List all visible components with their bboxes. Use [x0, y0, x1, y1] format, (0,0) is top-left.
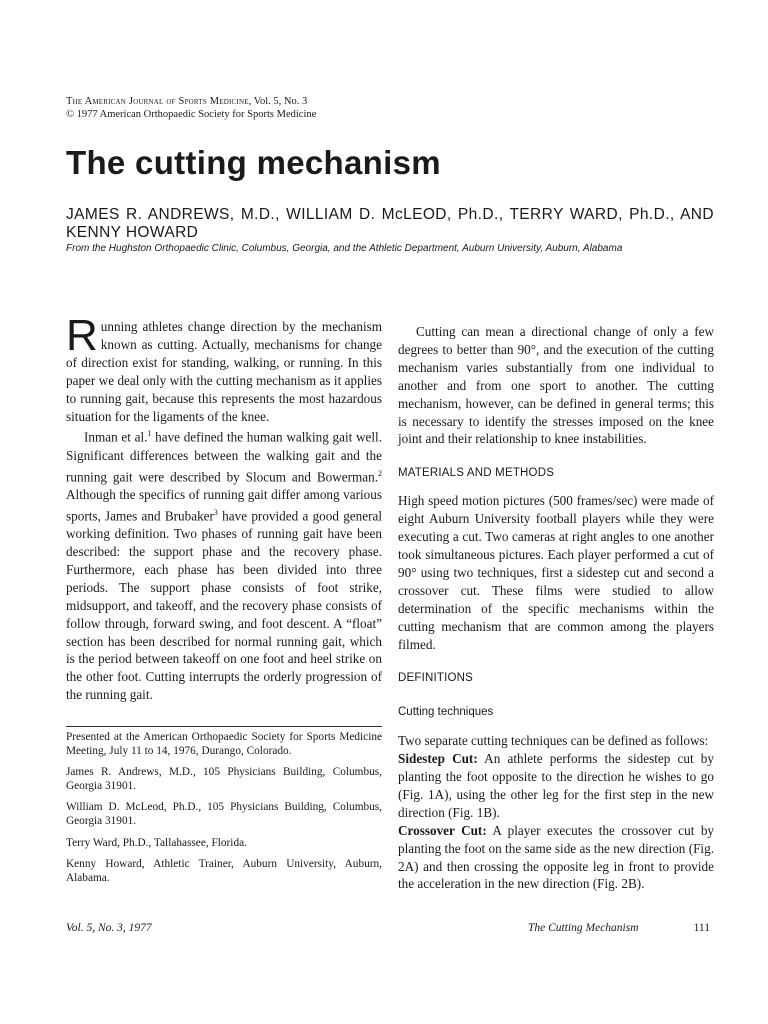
section-heading-methods: MATERIALS AND METHODS	[398, 467, 555, 480]
footnote-author-address: James R. Andrews, M.D., 105 Physicians Building, Columbus, Georgia 31901.	[66, 766, 382, 792]
journal-volume: , Vol. 5, No. 3	[248, 96, 308, 107]
methods-paragraph: High speed motion pictures (500 frames/sec) were made of eight Auburn University football players while they were executing a cut. Two cameras at right angles to one another took simultaneous pictures. Each player performed a cut of 90° using two techniques, first a sidestep cut and second a crossover cut. These films were studied to allow determination of the specific mechanisms within the cutting mechanism that are common among the players filmed.	[398, 493, 714, 652]
term-sidestep: Sidestep Cut:	[398, 751, 478, 767]
journal-citation	[66, 95, 396, 108]
journal-header	[66, 95, 396, 121]
right-column	[398, 323, 714, 893]
footnote-presentation: Presented at the American Orthopaedic Society for Sports Medicine Meeting, July 11 to 14, 1976, Durango, Colorado.	[66, 731, 382, 757]
footnote-divider	[66, 726, 382, 727]
running-title: The Cutting Mechanism	[528, 922, 639, 934]
sidestep-definition: Sidestep Cut: An athlete performs the sidestep cut by planting the foot opposite to the direction he wishes to go (Fig. 1A), using the other leg for the first step in the new direction (Fig. 1B).	[398, 751, 714, 820]
intro-continued-paragraph: Cutting can mean a directional change of only a few degrees to better than 90°, and the execution of the cutting mechanism varies substantially from one individual to another and from one sport to another. The cutting mechanism, however, can be defined in general terms; this is necessary to identify the stresses imposed on the knee joint and their relationship to knee instabilities.	[398, 324, 714, 447]
gait-paragraph: Inman et al.$^1$ have defined the human walking gait well. Significant differences between the walking gait and the running gait were described by Slocum and Bowerman.$^2$ Although the specifics of running gait differ among various sports, James and Brubaker$^3$ have provided a good general working definition. Two phases of running gait have been described: the support phase and the recovery phase. Furthermore, each phase has been divided into three periods. The support phase consists of foot strike, midsupport, and takeoff, and the recovery phase consists of follow through, forward swing, and foot descent. A “float” section has been described for normal running gait, which is the period between takeoff on one foot and heel strike on the other foot. Cutting interrupts the orderly progression of the running gait.	[66, 429, 383, 703]
footnote-author-address: Terry Ward, Ph.D., Tallahassee, Florida.	[66, 836, 247, 849]
section-heading-definitions: DEFINITIONS	[398, 672, 474, 685]
ref-superscript: 1	[147, 429, 152, 439]
left-column	[66, 311, 383, 704]
footnote-author-address: Kenny Howard, Athletic Trainer, Auburn University, Auburn, Alabama.	[66, 858, 382, 884]
term-crossover: Crossover Cut:	[398, 822, 487, 838]
subsection-heading-techniques: Cutting techniques	[398, 706, 494, 719]
ref-superscript: 2	[378, 468, 382, 478]
drop-cap: R	[66, 311, 98, 360]
journal-name: The American Journal of Sports Medicine	[66, 96, 249, 107]
footer-right	[528, 922, 710, 934]
footer-volume: Vol. 5, No. 3, 1977	[66, 922, 152, 934]
techniques-intro: Two separate cutting techniques can be defined as follows:	[398, 733, 709, 749]
footnotes	[66, 731, 382, 893]
footnote-author-address: William D. McLeod, Ph.D., 105 Physicians Building, Columbus, Georgia 31901.	[66, 801, 382, 827]
page-number: 111	[693, 922, 710, 934]
intro-paragraph: Running athletes change direction by the mechanism known as cutting. Actually, mechanisms for change of direction exist for standing, walking, or running. In this paper we deal only with the cutting mechanism as it applies to running gait, because this represents the most hazardous situation for the ligaments of the knee.	[66, 311, 382, 424]
copyright-line: © 1977 American Orthopaedic Society for Sports Medicine	[66, 109, 317, 120]
author-list: JAMES R. ANDREWS, M.D., WILLIAM D. McLEOD, Ph.D., TERRY WARD, Ph.D., AND KENNY HOWARD	[66, 206, 714, 241]
article-title: The cutting mechanism	[66, 144, 441, 181]
affiliation: From the Hughston Orthopaedic Clinic, Columbus, Georgia, and the Athletic Department, Auburn University, Auburn, Alabama	[66, 243, 623, 254]
ref-superscript: 3	[213, 507, 218, 517]
crossover-definition: Crossover Cut: A player executes the crossover cut by planting the foot on the same side as the new direction (Fig. 2A) and then crossing the opposite leg in front to provide the acceleration in the new direction (Fig. 2B).	[398, 822, 715, 892]
